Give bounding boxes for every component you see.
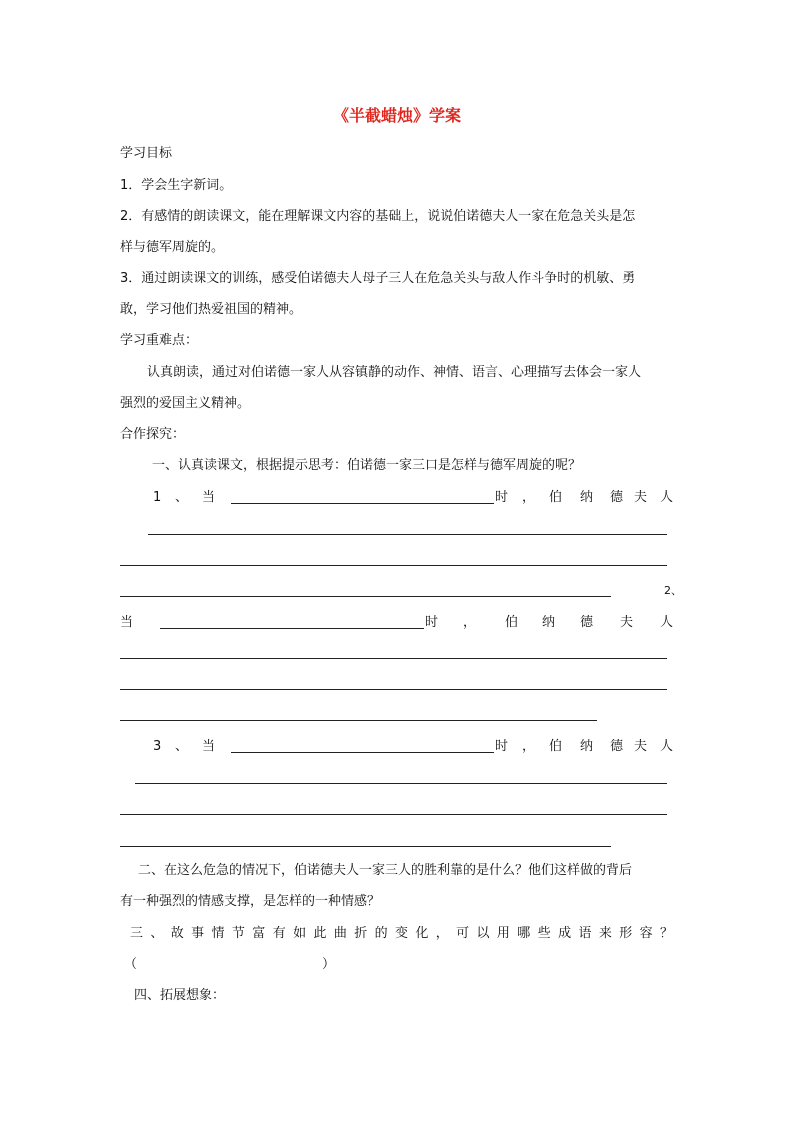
page-title: 《半截蜡烛》学案 — [332, 106, 461, 125]
fill-item-comma: ， — [463, 615, 477, 630]
question-3-char: 可 — [456, 926, 470, 941]
answer-blank[interactable] — [160, 628, 424, 629]
fill-item-number: 2、 — [664, 584, 682, 597]
fill-item-char: 人 — [660, 615, 674, 630]
answer-line[interactable] — [120, 596, 611, 597]
goal-line-4: 3．通过朗读课文的训练，感受伯诺德夫人母子三人在危急关头与敌人作斗争时的机敏、勇 — [120, 271, 636, 286]
question-3-char: 成 — [558, 926, 572, 941]
question-2-line-2: 有一种强烈的情感支撑，是怎样的一种情感？ — [120, 894, 381, 909]
answer-line[interactable] — [120, 689, 667, 690]
question-3-char: 语 — [578, 926, 592, 941]
fill-item-comma: 、 — [175, 490, 189, 505]
question-1: 一、认真读课文，根据提示思考：伯诺德一家三口是怎样与德军周旋的呢？ — [152, 458, 582, 473]
answer-line[interactable] — [120, 565, 667, 566]
answer-blank[interactable] — [231, 503, 494, 504]
fill-item-time: 时 — [495, 739, 509, 754]
answer-line[interactable] — [120, 814, 667, 815]
question-2-line-1: 二、在这么危急的情况下，伯诺德夫人一家三人的胜利靠的是什么？他们这样做的背后 — [138, 863, 633, 878]
question-3-char: 些 — [537, 926, 551, 941]
fill-item-time: 时 — [425, 615, 439, 630]
question-3-char: 如 — [293, 926, 307, 941]
question-3-char: 此 — [313, 926, 327, 941]
goal-line-1: 1．学会生字新词。 — [120, 178, 233, 193]
fill-item-when: 当 — [202, 490, 216, 505]
answer-line[interactable] — [135, 783, 667, 784]
question-3-char: 三 — [130, 926, 144, 941]
question-3-char: 来 — [598, 926, 612, 941]
fill-item-when: 当 — [120, 615, 134, 630]
fill-item-char: 纳 — [580, 739, 594, 754]
question-3-char: 容 — [639, 926, 653, 941]
key-points-line-1: 认真朗读，通过对伯诺德一家人从容镇静的动作、神情、语言、心理描写去体会一家人 — [147, 365, 642, 380]
key-points-line-2: 强烈的爱国主义精神。 — [120, 396, 251, 411]
question-3-char: 曲 — [333, 926, 347, 941]
answer-line[interactable] — [120, 720, 597, 721]
explore-heading: 合作探究： — [120, 427, 186, 442]
fill-item-time: 时 — [495, 490, 509, 505]
fill-item-when: 当 — [202, 739, 216, 754]
question-3-char: 变 — [395, 926, 409, 941]
goals-heading: 学习目标 — [120, 146, 173, 161]
fill-item-comma: 、 — [175, 739, 189, 754]
fill-item-char: 夫 — [634, 490, 648, 505]
fill-item-char: 伯 — [549, 490, 563, 505]
question-3-char: 化 — [415, 926, 429, 941]
question-3-char: 哪 — [517, 926, 531, 941]
question-3-char: 以 — [476, 926, 490, 941]
question-3-char: 节 — [231, 926, 245, 941]
fill-item-char: 伯 — [505, 615, 519, 630]
goal-line-5: 敢，学习他们热爱祖国的精神。 — [120, 302, 303, 317]
goal-line-2: 2．有感情的朗读课文，能在理解课文内容的基础上，说说伯诺德夫人一家在危急关头是怎 — [120, 209, 636, 224]
question-3-char: 形 — [619, 926, 633, 941]
fill-item-char: 夫 — [634, 739, 648, 754]
question-3-char: 的 — [374, 926, 388, 941]
fill-item-comma: ， — [522, 490, 536, 505]
goal-line-3: 样与德军周旋的。 — [120, 240, 225, 255]
fill-item-char: 纳 — [580, 490, 594, 505]
fill-item-char: 德 — [610, 490, 624, 505]
paren-open: （ — [124, 957, 138, 972]
question-3-char: 情 — [211, 926, 225, 941]
fill-item-number: 3 — [153, 739, 162, 754]
question-3-char: ？ — [660, 926, 674, 941]
fill-item-char: 伯 — [549, 739, 563, 754]
fill-item-char: 德 — [580, 615, 594, 630]
question-3-char: 、 — [150, 926, 164, 941]
fill-item-number: 1 — [153, 490, 162, 505]
fill-item-char: 人 — [660, 490, 674, 505]
answer-line[interactable] — [148, 534, 667, 535]
answer-blank[interactable] — [231, 752, 494, 753]
question-3-char: 富 — [252, 926, 266, 941]
question-3-char: 故 — [170, 926, 184, 941]
fill-item-char: 德 — [610, 739, 624, 754]
key-points-heading: 学习重难点： — [120, 333, 199, 348]
answer-line[interactable] — [120, 658, 667, 659]
paren-close: ） — [322, 957, 336, 972]
question-3-char: ， — [435, 926, 449, 941]
answer-line[interactable] — [120, 846, 611, 847]
fill-item-char: 纳 — [542, 615, 556, 630]
fill-item-comma: ， — [522, 739, 536, 754]
question-3-char: 用 — [496, 926, 510, 941]
question-3-char: 有 — [272, 926, 286, 941]
fill-item-char: 人 — [660, 739, 674, 754]
question-3-char: 折 — [354, 926, 368, 941]
fill-item-char: 夫 — [620, 615, 634, 630]
question-4: 四、拓展想象： — [134, 988, 226, 1003]
question-3-char: 事 — [191, 926, 205, 941]
